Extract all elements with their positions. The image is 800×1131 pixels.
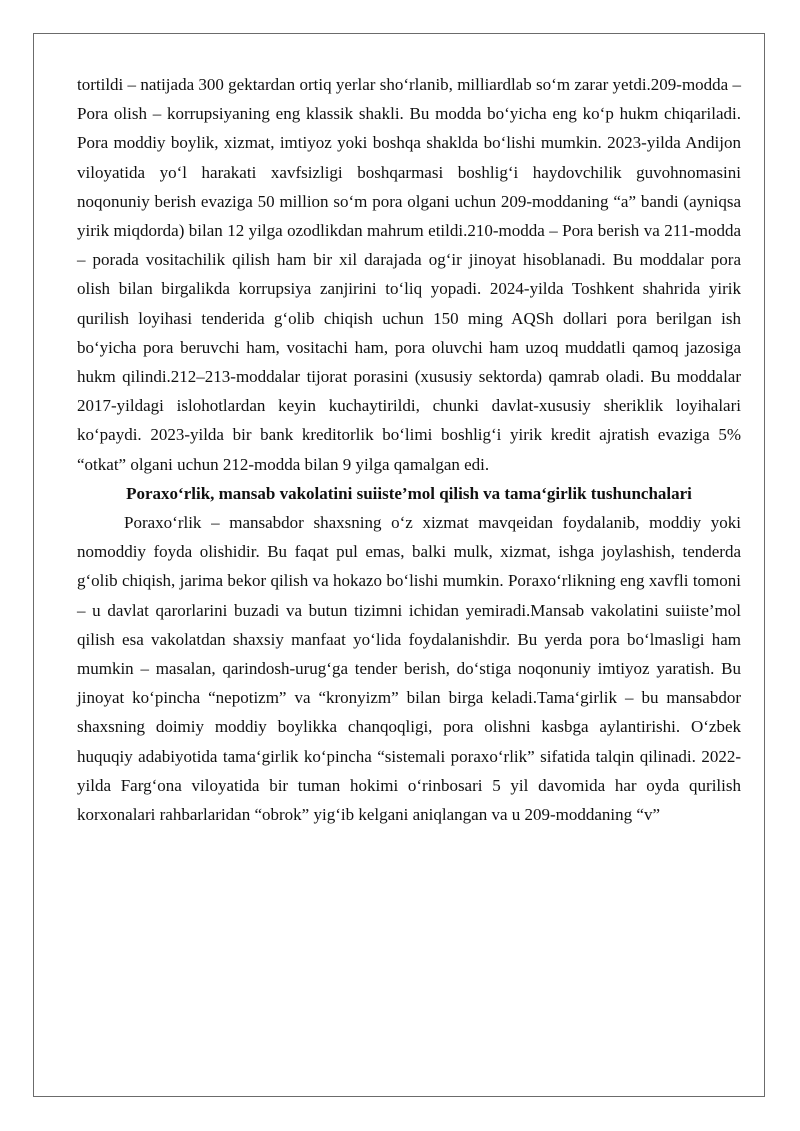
section-heading: Poraxo‘rlik, mansab vakolatini suiiste’mol qilish va tama‘girlik tushunchalari: [126, 483, 692, 503]
document-body: [77, 70, 741, 829]
paragraph-continuation: tortildi – natijada 300 gektardan ortiq yerlar sho‘rlanib, milliardlab so‘m zarar yetdi.209-modda – Pora olish – korrupsiyaning eng klassik shakli. Bu modda bo‘yicha eng ko‘p hukm chiqariladi. Pora moddiy boylik, xizmat, imtiyoz yoki boshqa shaklda bo‘lishi mumkin. 2023-yilda Andijon viloyatida yo‘l harakati xavfsizligi boshqarmasi boshlig‘i haydovchilik guvohnomasini noqonuniy berish evaziga 50 million so‘m pora olgani uchun 209-moddaning “a” bandi (ayniqsa yirik miqdorda) bilan 12 yilga ozodlikdan mahrum etildi.210-modda – Pora berish va 211-modda – porada vositachilik qilish ham bir xil darajada og‘ir jinoyat hisoblanadi. Bu moddalar pora olish bilan birgalikda korrupsiya zanjirini to‘liq yopadi. 2024-yilda Toshkent shahrida yirik qurilish loyihasi tenderida g‘olib chiqish uchun 150 ming AQSh dollari pora berilgan ish bo‘yicha pora beruvchi ham, vositachi ham, pora oluvchi ham uzoq muddatli qamoq jazosiga hukm qilindi.212–213-moddalar tijorat porasini (xususiy sektorda) qamrab oladi. Bu moddalar 2017-yildagi islohotlardan keyin kuchaytirildi, chunki davlat-xususiy sheriklik loyihalari ko‘paydi. 2023-yilda bir bank kreditorlik bo‘limi boshlig‘i yirik kredit ajratish evaziga 5% “otkat” olgani uchun 212-modda bilan 9 yilga qamalgan edi.: [77, 75, 741, 474]
paragraph-definitions: Poraxo‘rlik – mansabdor shaxsning o‘z xizmat mavqeidan foydalanib, moddiy yoki nomoddiy foyda olishidir. Bu faqat pul emas, balki mulk, xizmat, ishga joylashish, tenderda g‘olib chiqish, jarima bekor qilish va hokazo bo‘lishi mumkin. Poraxo‘rlikning eng xavfli tomoni – u davlat qarorlarini buzadi va butun tizimni ichidan yemiradi.Mansab vakolatini suiiste’mol qilish esa vakolatdan shaxsiy manfaat yo‘lida foydalanishdir. Bu yerda pora bo‘lmasligi ham mumkin – masalan, qarindosh-urug‘ga tender berish, do‘stiga noqonuniy imtiyoz yaratish. Bu jinoyat ko‘pincha “nepotizm” va “kronyizm” bilan birga keladi.Tama‘girlik – bu mansabdor shaxsning doimiy moddiy boylikka chanqoqligi, pora olishni kasbga aylantirishi. O‘zbek huquqiy adabiyotida tama‘girlik ko‘pincha “sistemali poraxo‘rlik” sifatida talqin qilinadi. 2022-yilda Farg‘ona viloyatida bir tuman hokimi o‘rinbosari 5 yil davomida har oyda qurilish korxonalari rahbarlaridan “obrok” yig‘ib kelgani aniqlangan va u 209-moddaning “v”: [77, 513, 741, 825]
